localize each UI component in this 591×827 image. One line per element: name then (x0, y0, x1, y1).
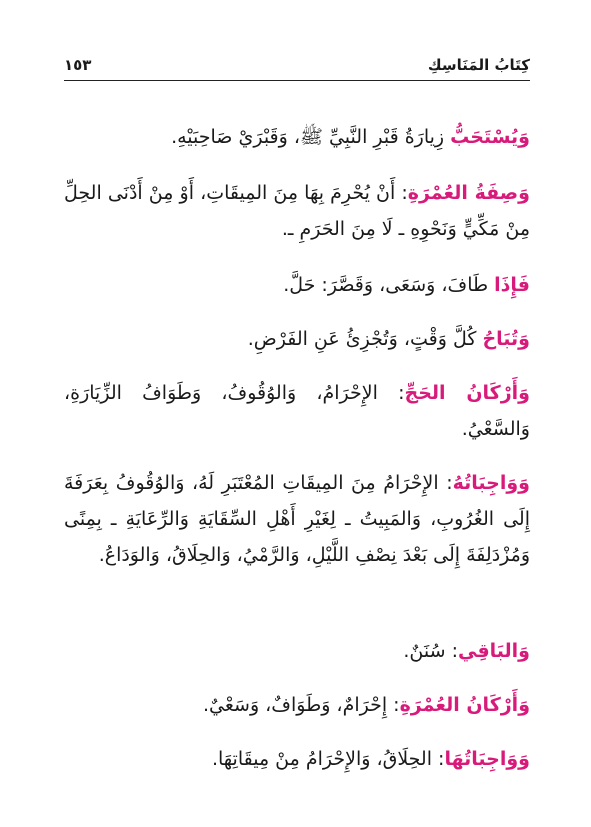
paragraph-remaining: وَالبَاقِي: سُنَنٌ. (403, 640, 530, 662)
running-title: كِتَابُ المَنَاسِكِ (427, 56, 530, 74)
paragraph-umrah-pillars: وَأَرْكَانُ العُمْرَةِ: إِحْرَامٌ، وَطَوَافٌ، وَسَعْيٌ. (203, 694, 530, 716)
term-remaining: وَالبَاقِي (457, 640, 530, 662)
text-hajj-obligations: الإِحْرَامُ مِنَ المِيقَاتِ المُعْتَبَرِ لَهُ، وَالوُقُوفُ بِعَرَفَةَ إِلَى الغُرُوبِ، وَالمَبِيتُ ـ لِغَيْرِ أَهْلِ السِّقَايَةِ وَالرِّعَايَةِ ـ بِمِنًى وَمُزْدَلِفَةَ إِلَى بَعْدَ نِصْفِ اللَّيْلِ، وَالرَّمْيُ، وَالحِلَاقُ، وَالوَدَاعُ. (64, 472, 530, 566)
paragraph-umrah-obligations: وَوَاجِبَاتُهَا: الحِلَاقُ، وَالإِحْرَامُ مِنْ مِيقَاتِهَا. (211, 748, 530, 770)
text-umrah-obligations: الحِلَاقُ، وَالإِحْرَامُ مِنْ مِيقَاتِهَا. (211, 748, 433, 770)
paragraph-fa-idha (64, 267, 552, 303)
text-hajj-pillars: الإِحْرَامُ، وَالوُقُوفُ، وَطَوَافُ الزِّيَارَةِ، وَالسَّعْيُ. (64, 382, 530, 440)
text-fa-idha: طَافَ، وَسَعَى، وَقَصَّرَ: حَلَّ. (283, 274, 489, 296)
term-mustahabb: وَيُسْتَحَبُّ (450, 126, 530, 148)
term-tubah: وَتُبَاحُ (482, 328, 530, 350)
paragraph-umrah-description: وَصِفَةُ العُمْرَةِ: أَنْ يُحْرِمَ بِهَا مِنَ المِيقَاتِ، أَوْ مِنْ أَدْنَى الحِلِّ مِنْ مَكِّيٍّ وَنَحْوِهِ ـ لَا مِنَ الحَرَمِ ـ. (64, 182, 530, 240)
text-umrah-pillars: إِحْرَامٌ، وَطَوَافٌ، وَسَعْيٌ. (203, 694, 388, 716)
page-header (64, 56, 530, 81)
paragraph-tubah (64, 321, 552, 357)
text-umrah-description: أَنْ يُحْرِمَ بِهَا مِنَ المِيقَاتِ، أَوْ مِنْ أَدْنَى الحِلِّ مِنْ مَكِّيٍّ وَنَحْوِهِ ـ لَا مِنَ الحَرَمِ ـ. (64, 182, 530, 240)
paragraph-mustahabb (64, 119, 552, 155)
term-umrah-description: وَصِفَةُ العُمْرَةِ (407, 182, 530, 204)
text-remaining: سُنَنٌ. (403, 640, 446, 662)
paragraph-hajj-obligations: وَوَاجِبَاتُهُ: الإِحْرَامُ مِنَ المِيقَاتِ المُعْتَبَرِ لَهُ، وَالوُقُوفُ بِعَرَفَةَ إِلَى الغُرُوبِ، وَالمَبِيتُ ـ لِغَيْرِ أَهْلِ السِّقَايَةِ وَالرِّعَايَةِ ـ بِمِنًى وَمُزْدَلِفَةَ إِلَى بَعْدَ نِصْفِ اللَّيْلِ، وَالرَّمْيُ، وَالحِلَاقُ، وَالوَدَاعُ. (64, 472, 530, 566)
page-number: ١٥٣ (64, 56, 92, 74)
text-mustahabb: زِيارَةُ قَبْرِ النَّبِيِّ ﷺ، وَقَبْرَيْ صَاحِبَيْهِ. (171, 126, 445, 148)
paragraph-hajj-pillars: وَأَرْكَانُ الحَجِّ: الإِحْرَامُ، وَالوُقُوفُ، وَطَوَافُ الزِّيَارَةِ، وَالسَّعْيُ. (64, 382, 530, 440)
term-umrah-pillars: وَأَرْكَانُ العُمْرَةِ (399, 694, 530, 716)
text-tubah: كُلَّ وَقْتٍ، وَتُجْزِئُ عَنِ الفَرْضِ. (247, 328, 477, 350)
term-hajj-obligations: وَوَاجِبَاتُهُ (452, 472, 530, 494)
term-umrah-obligations: وَوَاجِبَاتُهَا (444, 748, 530, 770)
term-hajj-pillars: وَأَرْكَانُ الحَجِّ (404, 382, 530, 404)
term-fa-idha: فَإِذَا (494, 274, 530, 296)
